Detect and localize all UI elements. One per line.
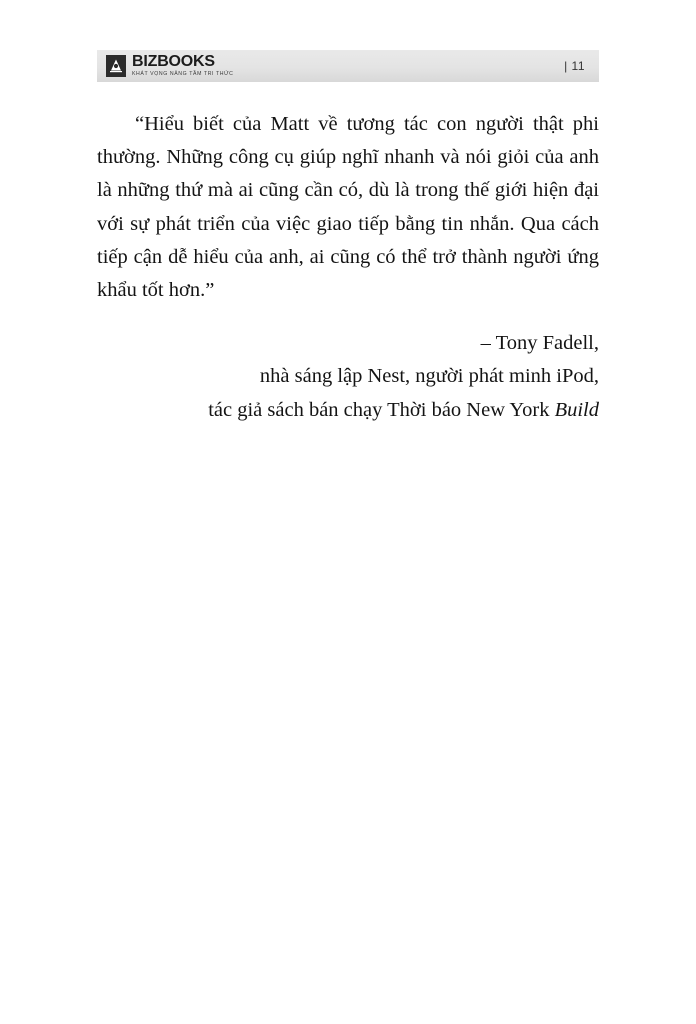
brand-block (97, 54, 234, 77)
brand-tagline: KHÁT VỌNG NÂNG TẦM TRI THỨC (132, 71, 234, 78)
attribution-credit (97, 394, 599, 427)
bizbooks-logo-icon (106, 55, 126, 77)
brand-name-books: BOOKS (157, 53, 215, 71)
quote-paragraph: “Hiểu biết của Matt về tương tác con người thật phi thường. Những công cụ giúp nghĩ nhanh và nói giỏi của anh là những thứ mà ai cũng cần có, dù là trong thế giới hiện đại với sự phát triển của việc giao tiếp bằng tin nhắn. Qua cách tiếp cận dễ hiểu của anh, ai cũng có thể trở thành người ứng khẩu tốt hơn.” (97, 113, 599, 302)
attribution-book-title: Build (554, 398, 599, 421)
brand-name-biz: BIZ (132, 53, 158, 71)
page-header (97, 50, 599, 82)
brand-text (132, 54, 234, 77)
attribution-credit-prefix: tác giả sách bán chạy Thời báo New York (208, 398, 555, 421)
page-content (97, 108, 599, 427)
brand-name (132, 54, 234, 70)
attribution-author: – Tony Fadell, (480, 332, 599, 355)
attribution-role: nhà sáng lập Nest, người phát minh iPod, (259, 365, 599, 388)
attribution-block (97, 327, 599, 427)
page-number: | 11 (564, 59, 585, 73)
